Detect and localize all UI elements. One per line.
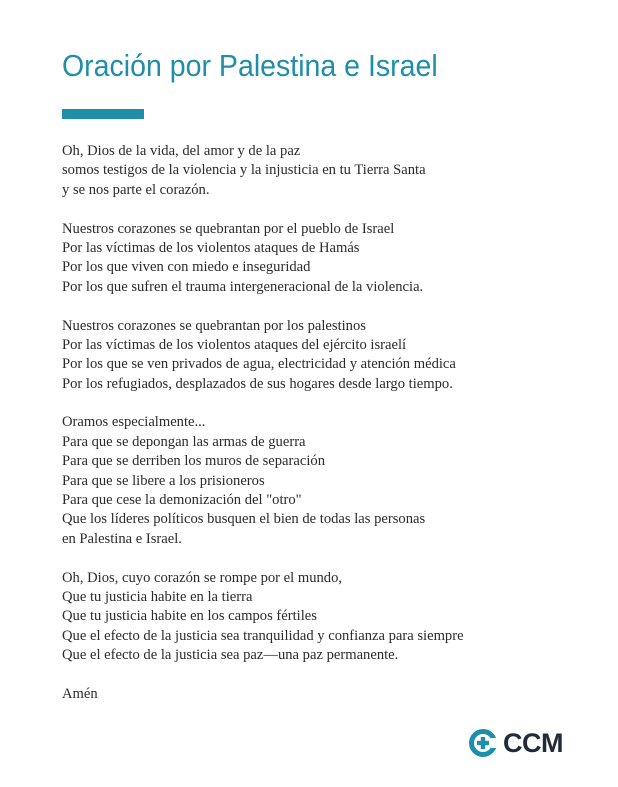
title-accent-bar [62,109,144,119]
stanza-line: Para que se libere a los prisioneros [62,472,265,489]
stanza-1 [62,142,582,200]
stanza-line: Para que se derriben los muros de separación [62,453,326,470]
stanza-line: en Palestina e Israel. [62,530,182,547]
stanza-line: Por las víctimas de los violentos ataques de Hamás [62,239,360,256]
ccm-logo [468,727,563,759]
stanza-line: y se nos parte el corazón. [62,181,210,198]
stanza-line: Por los que viven con miedo e inseguridad [62,259,311,276]
stanza-line: Por las víctimas de los violentos ataques del ejército israelí [62,336,407,353]
closing-amen: Amén [62,685,98,702]
stanza-line: Nuestros corazones se quebrantan por el pueblo de Israel [62,220,395,237]
stanza-line: Oh, Dios, cuyo corazón se rompe por el mundo, [62,569,343,586]
page-title: Oración por Palestina e Israel [62,48,438,83]
stanza-line: Nuestros corazones se quebrantan por los palestinos [62,317,366,334]
stanza-5 [62,569,582,666]
stanza-line: Que tu justicia habite en la tierra [62,588,253,605]
stanza-line: Oramos especialmente... [62,414,206,431]
logo-text: CCM [503,728,563,758]
stanza-line: Por los refugiados, desplazados de sus hogares desde largo tiempo. [62,375,453,392]
stanza-3 [62,317,582,395]
ccm-cross-logo-icon [468,728,498,758]
stanza-line: Que tu justicia habite en los campos fértiles [62,608,317,625]
stanza-line: Oh, Dios de la vida, del amor y de la paz [62,143,301,159]
stanza-line: Para que se depongan las armas de guerra [62,433,306,450]
stanza-line: Por los que sufren el trauma intergeneracional de la violencia. [62,278,424,295]
stanza-line: Por los que se ven privados de agua, electricidad y atención médica [62,356,456,373]
stanza-4 [62,413,582,549]
stanza-line: Que los líderes políticos busquen el bien de todas las personas [62,511,426,528]
stanza-line: somos testigos de la violencia y la injusticia en tu Tierra Santa [62,162,426,179]
stanza-line: Para que cese la demonización del "otro" [62,492,302,509]
stanza-line: Que el efecto de la justicia sea tranquilidad y confianza para siempre [62,627,464,644]
stanza-line: Que el efecto de la justicia sea paz—una paz permanente. [62,647,399,664]
prayer-body [62,142,582,704]
stanza-2 [62,220,582,298]
